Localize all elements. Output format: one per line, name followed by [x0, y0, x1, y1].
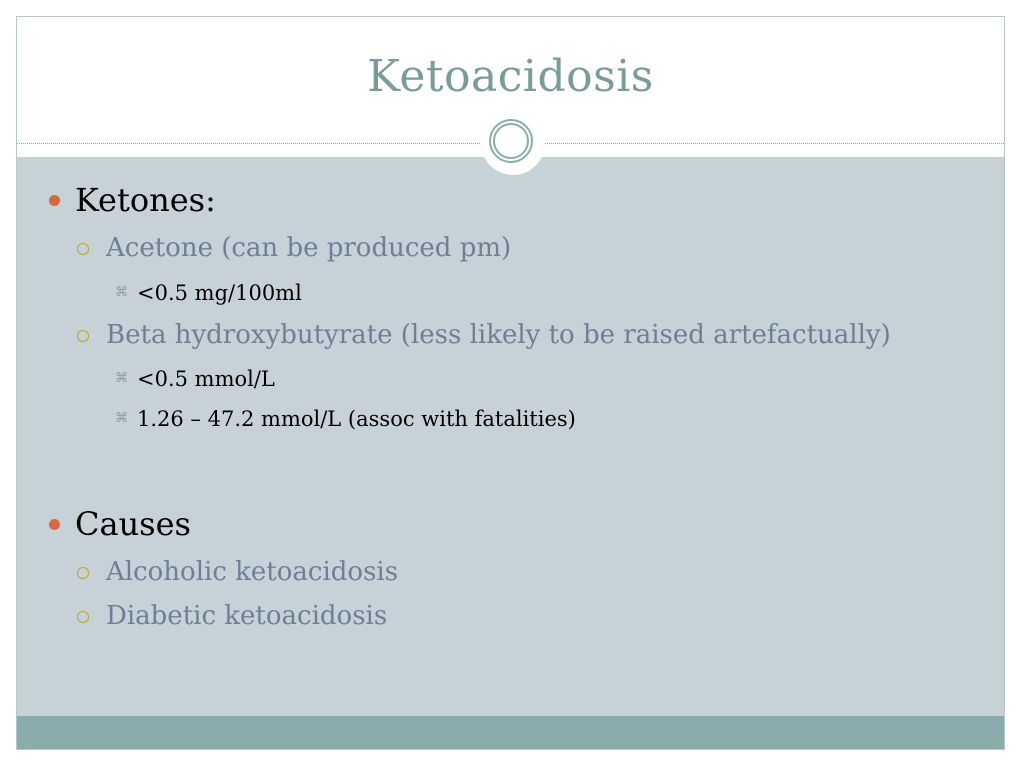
star-cross-icon: ⌘ [115, 371, 128, 386]
hollow-circle-icon [77, 567, 89, 579]
bullet-text: <0.5 mmol/L [137, 367, 275, 391]
filled-circle-icon [49, 519, 60, 530]
slide-title: Ketoacidosis [367, 51, 654, 102]
bullet-text: 1.26 – 47.2 mmol/L (assoc with fatalities) [137, 407, 576, 431]
star-cross-icon: ⌘ [115, 411, 128, 426]
bullet-text: Acetone (can be produced pm) [106, 233, 512, 263]
hollow-circle-icon [77, 243, 89, 255]
bullet-bhb [106, 320, 891, 350]
bullet-acetone [106, 233, 511, 263]
bullet-cause-item [106, 557, 398, 587]
bullet-bhb-fatal [115, 407, 576, 431]
hollow-circle-icon [77, 330, 89, 342]
bullet-cause-item [106, 601, 387, 631]
star-cross-icon: ⌘ [115, 285, 128, 300]
bullet-ketones [75, 181, 216, 219]
bullet-causes [75, 505, 191, 543]
hollow-circle-icon [77, 611, 89, 623]
bullet-acetone-value [115, 281, 302, 305]
slide-frame [16, 16, 1005, 750]
bullet-text: <0.5 mg/100ml [137, 281, 302, 305]
bullet-text: Causes [75, 505, 191, 543]
bullet-bhb-normal [115, 367, 275, 391]
bullet-text: Beta hydroxybutyrate (less likely to be raised artefactually) [106, 320, 891, 350]
bullet-text: Diabetic ketoacidosis [106, 601, 388, 631]
filled-circle-icon [49, 195, 60, 206]
bullet-text: Alcoholic ketoacidosis [106, 557, 399, 587]
bullet-text: Ketones: [75, 181, 216, 219]
bullet-list [17, 17, 1004, 749]
